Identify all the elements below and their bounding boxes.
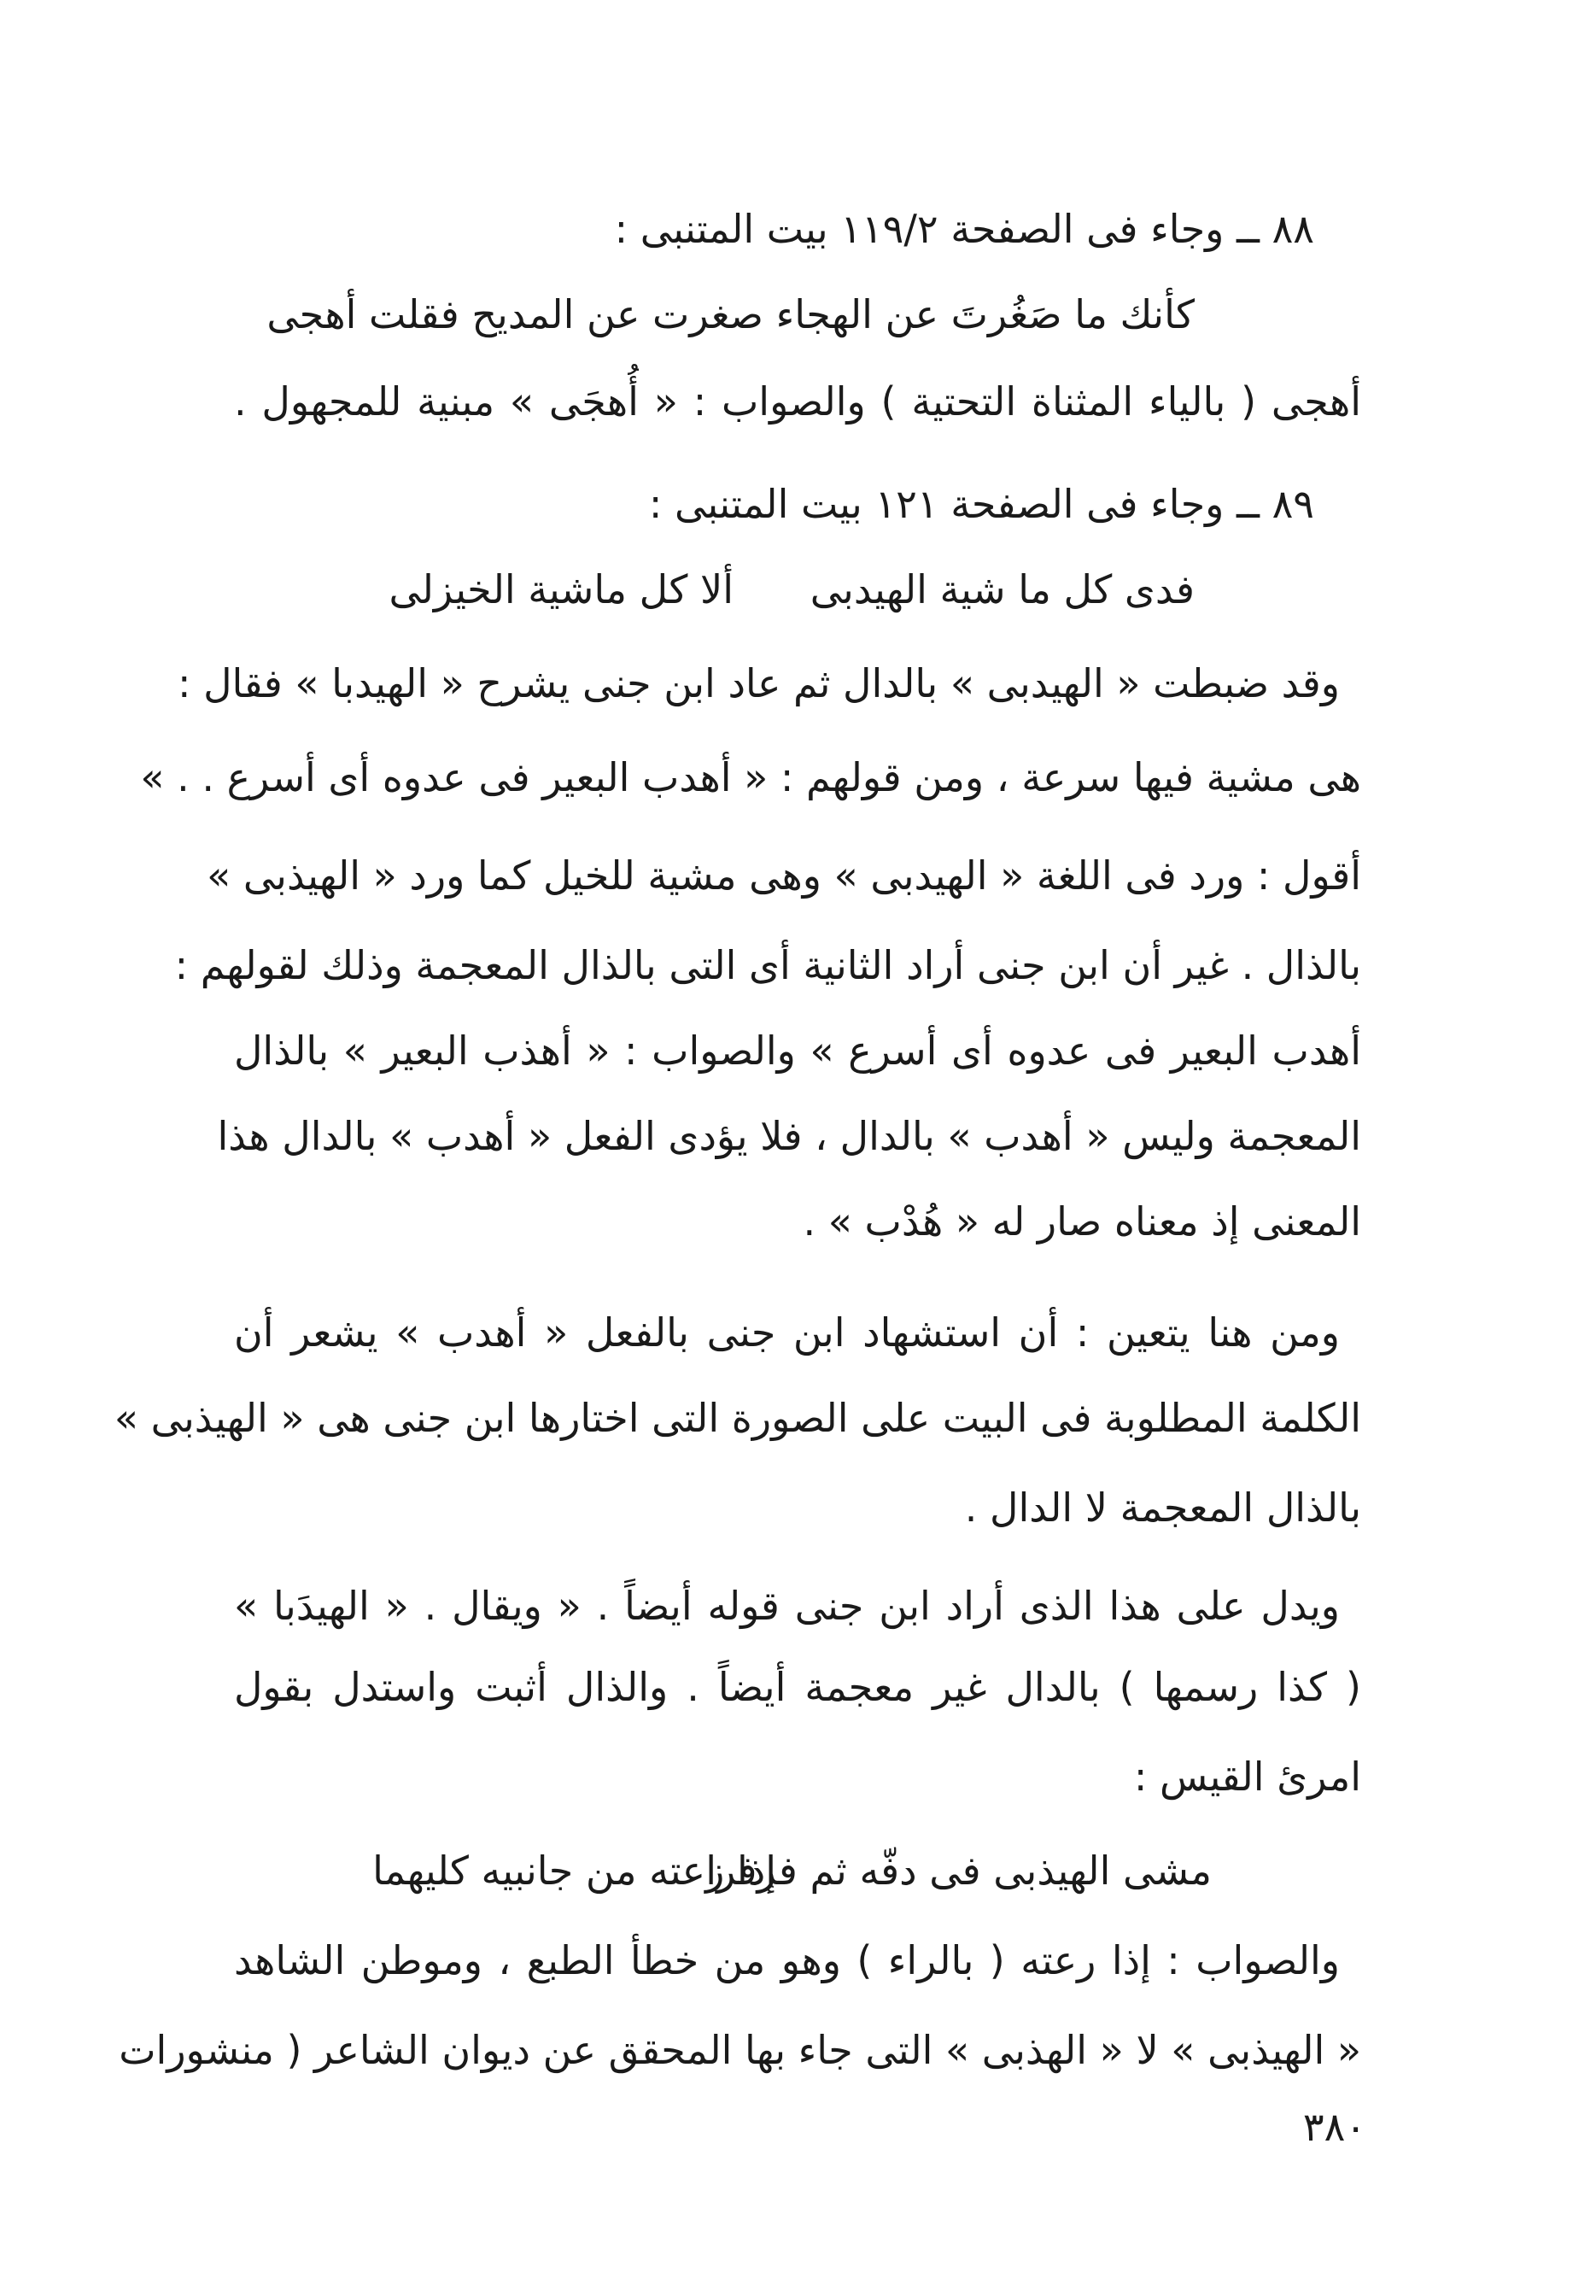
- section-88-heading: ٨٨ ــ وجاء فى الصفحة ١١٩/٢ بيت المتنبى :: [614, 206, 1314, 252]
- section-89-verse-second-hemistich: فدى كل ما شية الهيدبى: [810, 566, 1195, 612]
- paragraph-5-line-1: والصواب : إذا رعته ( بالراء ) وهو من خطأ الطبع ، وموطن الشاهد: [234, 1937, 1340, 1983]
- section-89-quoted-verse-first-hemistich: إذا زعته من جانبيه كليهما: [372, 1848, 776, 1894]
- paragraph-5-line-2: « الهيذبى » لا « الهذبى » التى جاء بها المحقق عن ديوان الشاعر ( منشورات: [119, 2027, 1361, 2073]
- paragraph-1-line-2: هى مشية فيها سرعة ، ومن قولهم : « أهدب البعير فى عدوه أى أسرع . . »: [140, 754, 1361, 800]
- section-88-verse-first-hemistich: صغرت عن المديح فقلت أهجى: [266, 291, 763, 337]
- paragraph-2-line-1: أقول : ورد فى اللغة « الهيدبى » وهى مشية للخيل كما ورد « الهيذبى »: [207, 852, 1361, 899]
- paragraph-2-line-5: المعنى إذ معناه صار له « هُدْب » .: [803, 1198, 1361, 1245]
- section-89-heading: ٨٩ ــ وجاء فى الصفحة ١٢١ بيت المتنبى :: [648, 481, 1314, 527]
- paragraph-3-line-3: بالذال المعجمة لا الدال .: [964, 1485, 1361, 1531]
- section-89-verse-first-hemistich: ألا كل ماشية الخيزلى: [389, 566, 734, 612]
- paragraph-3-line-2: الكلمة المطلوبة فى البيت على الصورة التى اختارها ابن جنى هى « الهيذبى »: [114, 1395, 1361, 1441]
- section-88-correction-note: أهجى ( بالياء المثناة التحتية ) والصواب : « أُهجَى » مبنية للمجهول .: [234, 378, 1361, 425]
- paragraph-4-line-1: ويدل على هذا الذى أراد ابن جنى قوله أيضاً . « ويقال . « الهيدَبا »: [234, 1583, 1340, 1629]
- page-number: ٣٨٠: [1302, 2104, 1366, 2150]
- section-89-quoted-verse-second-hemistich: مشى الهيذبى فى دفّه ثم فرفرا: [705, 1848, 1212, 1894]
- paragraph-1-line-1: وقد ضبطت « الهيدبى » بالدال ثم عاد ابن جنى يشرح « الهيدبا » فقال :: [177, 660, 1340, 706]
- paragraph-3-line-1: ومن هنا يتعين : أن استشهاد ابن جنى بالفعل « أهدب » يشعر أن: [234, 1309, 1340, 1356]
- paragraph-2-line-3: أهدب البعير فى عدوه أى أسرع » والصواب : « أهذب البعير » بالذال: [234, 1028, 1361, 1074]
- paragraph-2-line-2: بالذال . غير أن ابن جنى أراد الثانية أى التى بالذال المعجمة وذلك لقولهم :: [174, 942, 1361, 988]
- paragraph-4-line-3: امرئ القيس :: [1133, 1754, 1361, 1800]
- paragraph-2-line-4: المعجمة وليس « أهدب » بالدال ، فلا يؤدى الفعل « أهدب » بالدال هذا: [217, 1113, 1361, 1159]
- section-88-verse-second-hemistich: كأنك ما صَغُرتَ عن الهجاء: [775, 291, 1195, 337]
- paragraph-4-line-2: ( كذا رسمها ) بالدال غير معجمة أيضاً . والذال أثبت واستدل بقول: [234, 1664, 1361, 1710]
